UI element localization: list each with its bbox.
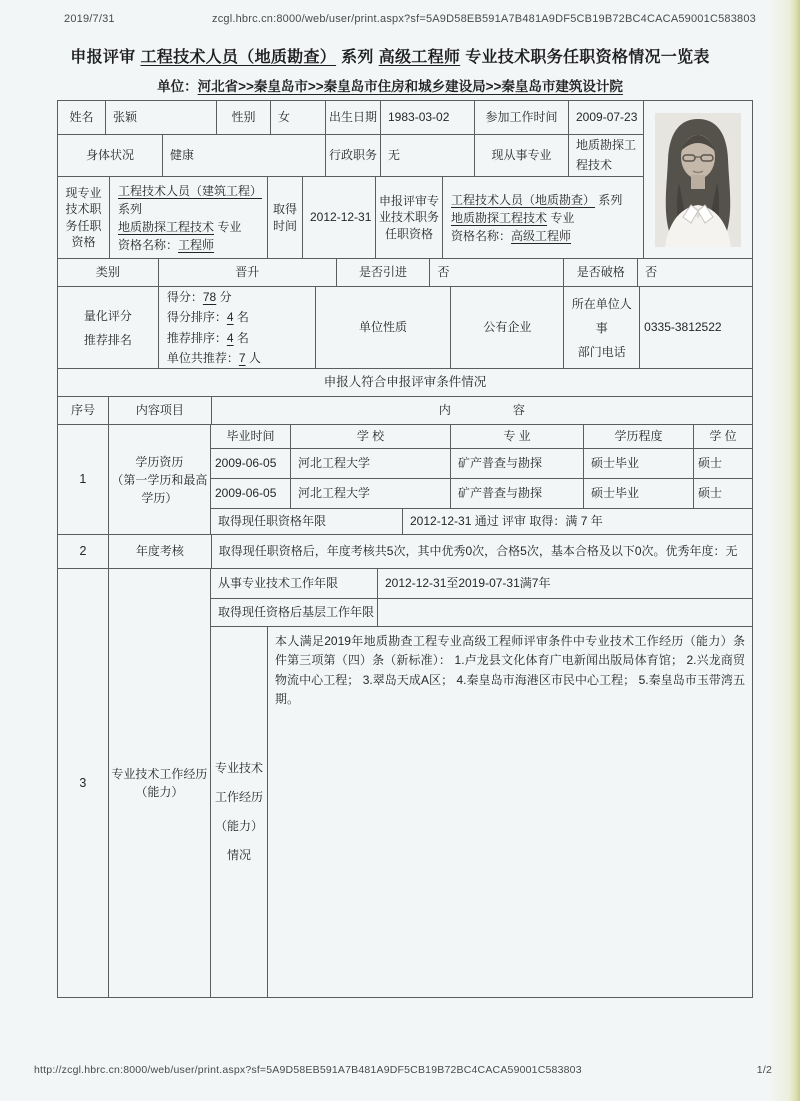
edu-cell-degree: 硕士 [694,449,753,479]
name-label: 姓名 [58,101,106,135]
row-annual-review [58,535,753,569]
print-date: 2019/7/31 [64,13,115,25]
admin-label: 行政职务 [326,135,381,177]
health-label: 身体状况 [58,135,163,177]
row-education [58,425,753,535]
edu-header-date: 毕业时间 [211,425,291,449]
apply-title-value: 工程技术人员（地质勘查） 系列 地质勘探工程技术 专业 资格名称：高级工程师 [443,177,644,259]
profession-label: 现从事专业 [475,135,569,177]
current-title-label: 现专业技术职务任职资格 [58,177,110,259]
experience-years-row [211,569,753,599]
obtain-time-label: 取得时间 [268,177,303,259]
edu-header-degree: 学 位 [694,425,753,449]
education-data-row [211,449,753,479]
apply-title-label: 申报评审专业技术职务任职资格 [376,177,443,259]
unit-nature-value: 公有企业 [451,287,564,369]
experience-years-value: 2012-12-31至2019-07-31满7年 [378,569,753,599]
admin-value: 无 [381,135,475,177]
edu-cell-school: 河北工程大学 [291,479,451,509]
edu-cell-major: 矿产普查与勘探 [451,479,584,509]
tenure-value: 2012-12-31 通过 评审 取得：满 7 年 [403,509,753,535]
gender-label: 性别 [217,101,271,135]
grassroots-row [211,599,753,627]
exception-label: 是否破格 [564,259,638,287]
page-title: 申报评审 工程技术人员（地质勘查） 系列 高级工程师 专业技术职务任职资格情况一览表 [70,49,710,66]
qualification-form-table [57,100,753,998]
edu-cell-date: 2009-06-05 [211,479,291,509]
unit-nature-label: 单位性质 [316,287,452,369]
education-header-row [211,425,753,449]
row-basic-2 [58,135,644,177]
obtain-time-value: 2012-12-31 [303,177,376,259]
row-experience [58,569,753,998]
unit-line: 单位：河北省>>秦皇岛市>>秦皇岛市住房和城乡建设局>>秦皇岛市建筑设计院 [157,79,623,94]
edu-cell-school: 河北工程大学 [291,449,451,479]
gender-value: 女 [271,101,326,135]
join-value: 2009-07-23 [569,101,644,135]
birth-label: 出生日期 [326,101,381,135]
grassroots-value [378,599,753,627]
profession-value: 地质勘探工程技术 [569,135,644,177]
edu-header-major: 专 业 [451,425,584,449]
edu-cell-degree-level: 硕士毕业 [584,449,694,479]
experience-detail-text: 本人满足2019年地质勘查工程专业高级工程师评审条件中专业技术工作经历（能力）条件第三项第（四）条（新标准）： 1.卢龙县文化体育广电新闻出版局体育馆； 2.兴龙商贸物流中心工程； 3.翠岛天成A区； 4.秦皇岛市海港区市民中心工程； 5.秦皇岛市玉带湾五期。 [268,627,753,998]
current-title-value: 工程技术人员（建筑工程） 系列 地质勘探工程技术 专业 资格名称：工程师 [110,177,268,259]
hr-phone-value: 0335-3812522 [640,287,753,369]
applicant-photo-cell [644,101,753,259]
edu-cell-date: 2009-06-05 [211,449,291,479]
seq-col-header: 序号 [58,397,109,425]
hr-phone-label: 所在单位人事 部门电话 [564,287,640,369]
row-section-title [58,369,753,397]
tenure-row [211,509,753,535]
edu-cell-degree-level: 硕士毕业 [584,479,694,509]
experience-detail-label: 专业技术 工作经历 （能力） 情况 [211,627,268,998]
edu-header-school: 学 校 [291,425,451,449]
import-label: 是否引进 [337,259,431,287]
row-basic-1 [58,101,644,135]
experience-item-label: 专业技术工作经历 （能力） [109,569,211,998]
grassroots-label: 取得现任资格后基层工作年限 [211,599,378,627]
edu-cell-degree: 硕士 [694,479,753,509]
edu-cell-major: 矿产普查与勘探 [451,449,584,479]
content-col-header: 内 容 [212,397,753,425]
import-value: 否 [430,259,564,287]
category-value: 晋升 [159,259,337,287]
section-title: 申报人符合申报评审条件情况 [58,369,753,397]
row-score [58,287,753,369]
item-col-header: 内容项目 [109,397,212,425]
annual-seq: 2 [58,535,109,569]
annual-item-label: 年度考核 [109,535,212,569]
category-label: 类别 [58,259,159,287]
row-current-title [58,177,644,259]
print-footer-url: http://zcgl.hbrc.cn:8000/web/user/print.aspx?sf=5A9D58EB591A7B481A9DF5CB19B72BC4CACA59001C583803 [34,1064,582,1076]
edu-header-degree-level: 学历程度 [584,425,694,449]
education-data-row [211,479,753,509]
name-value: 张颖 [106,101,217,135]
experience-detail-row [211,627,753,998]
join-label: 参加工作时间 [475,101,569,135]
score-lines: 得分：78 分 得分排序：4 名 推荐排序：4 名 单位共推荐：7 人 [159,287,316,369]
print-page-number: 1/2 [756,1064,772,1076]
birth-value: 1983-03-02 [381,101,475,135]
experience-years-label: 从事专业技术工作年限 [211,569,378,599]
annual-text: 取得现任职资格后，年度考核共5次，其中优秀0次，合格5次，基本合格及以下0次。优秀年度：无 [212,535,753,569]
education-item-label: 学历资历 （第一学历和最高 学历） [109,425,211,535]
score-block-label: 量化评分 推荐排名 [58,287,159,369]
experience-seq: 3 [58,569,109,998]
print-header-url: zcgl.hbrc.cn:8000/web/user/print.aspx?sf=5A9D58EB591A7B481A9DF5CB19B72BC4CACA59001C583803 [212,13,756,25]
education-seq: 1 [58,425,109,535]
health-value: 健康 [163,135,326,177]
tenure-label: 取得现任职资格年限 [211,509,403,535]
row-column-headers [58,397,753,425]
exception-value: 否 [638,259,753,287]
row-category [58,259,753,287]
applicant-photo [655,113,741,247]
